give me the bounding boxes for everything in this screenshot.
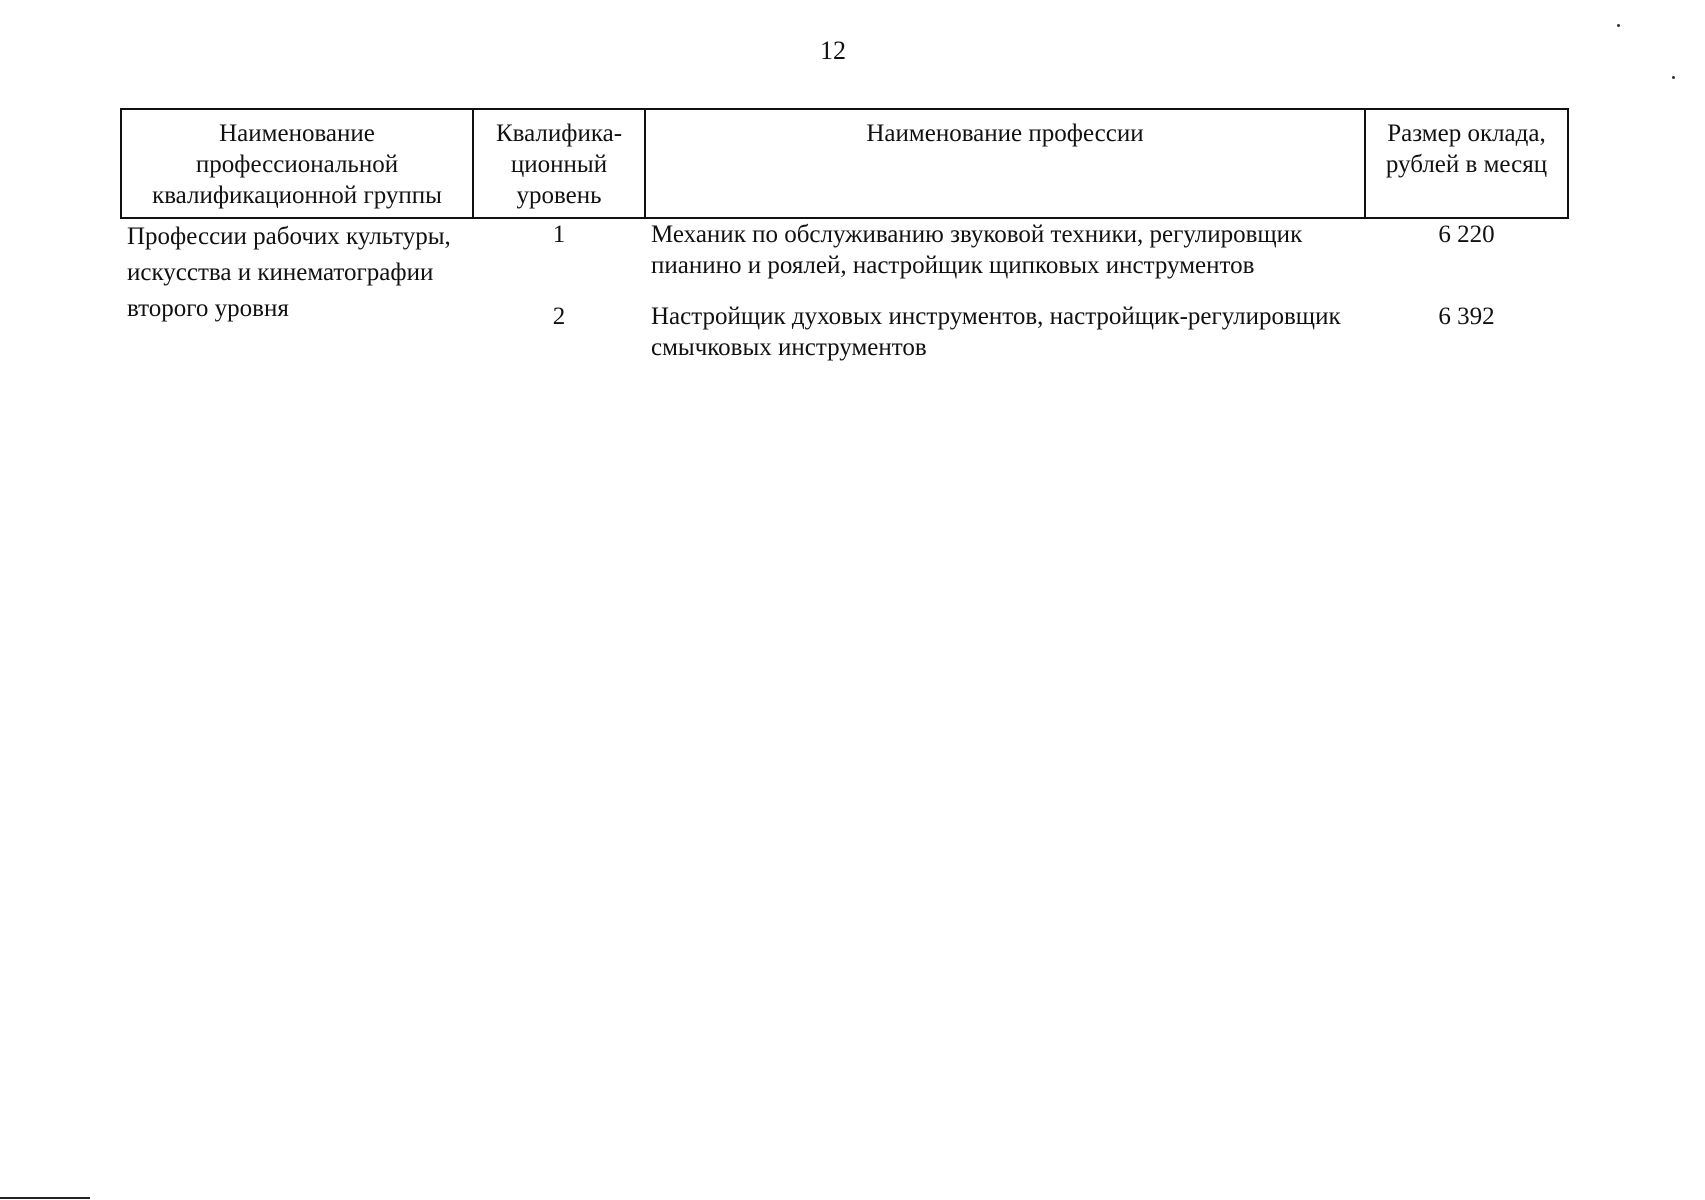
- scan-speck: [1672, 76, 1675, 79]
- group-name-cell: Профессии рабочих культуры, искусства и кинематографии второго уровня: [127, 223, 451, 322]
- salary-cell: 6 392: [1438, 303, 1495, 330]
- page-number: 12: [820, 36, 846, 65]
- header-salary: Размер оклада, рублей в месяц: [1365, 109, 1568, 218]
- scan-speck: [1617, 24, 1620, 27]
- scan-artifact-line: [0, 1197, 90, 1199]
- header-profession-name: Наименование профессии: [645, 109, 1365, 218]
- table-header-row: [121, 109, 1568, 218]
- header-group-name: Наименование профессиональной квалификационной группы: [121, 109, 473, 218]
- salary-table: [120, 108, 1569, 363]
- header-qualification-level: Квалифика-ционный уровень: [473, 109, 645, 218]
- table-row: [121, 218, 1568, 281]
- salary-cell: 6 220: [1438, 221, 1495, 248]
- level-cell: 2: [552, 303, 566, 330]
- profession-cell: Механик по обслуживанию звуковой техники, регулировщик пианино и роялей, настройщик щипковых инструментов: [651, 221, 1303, 279]
- level-cell: 1: [552, 221, 566, 248]
- profession-cell: Настройщик духовых инструментов, настройщик-регулировщик смычковых инструментов: [651, 303, 1341, 361]
